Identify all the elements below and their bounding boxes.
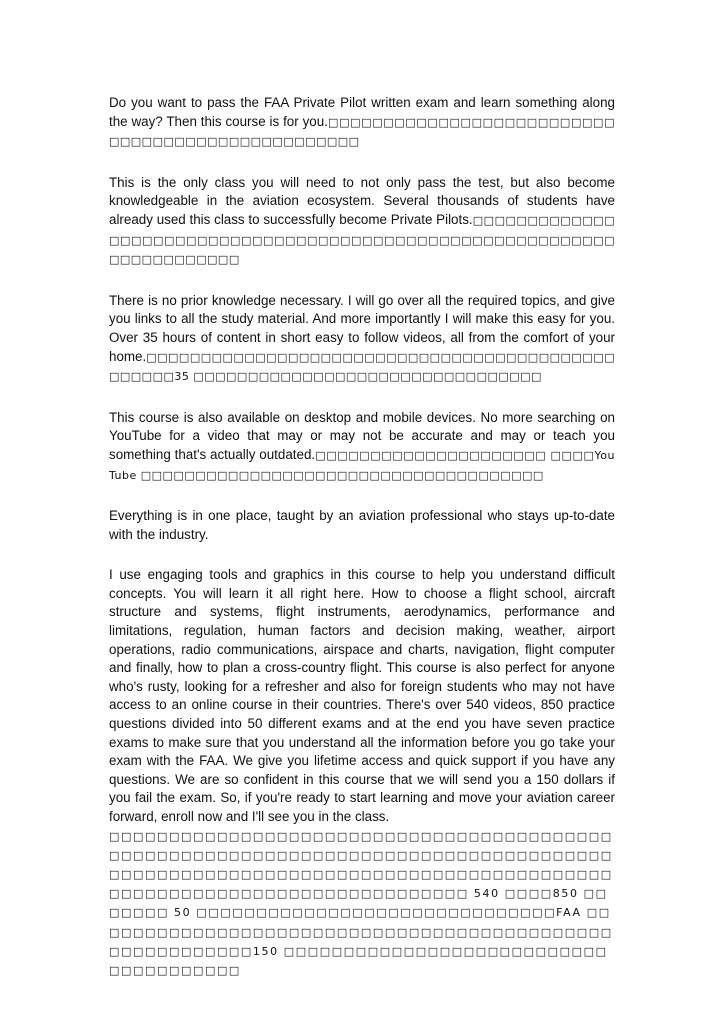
paragraph-text — [109, 507, 615, 544]
paragraph-4 — [109, 409, 615, 485]
paragraph-chinese: □□□□□□□□□□□□□□□□□□□□□□□□□□□□□□□□□□□□□□□□□□□□□□□□□□□□□□□□□□□□□□□□□□□□□□□□□□□□□□□□□□□□□□□□□□□□□□□□□□□□□□□□□□□□□□□□□□□□□□□□□□□□□□□□□□□□□□□□□□□□□□□□□□□□□□□□□□□□ 540 □□□□850 □□□□□□□ 50 □□□□□□□□□□□□□□□□□□□□□□□□□□□□□□FAA □□□□□□□□□□□□□□□□□□□□□□□□□□□□□□□□□□□□□□□□□□□□□□□□□□□□□□□□150 □□□□□□□□□□□□□□□□□□□□□□□□□□□□□□□□□□□□□□ — [109, 829, 613, 978]
paragraph-chinese: □□□□□□□□□□□□□□□□□□□□□ □□□□YouTube □□□□□□□□□□□□□□□□□□□□□□□□□□□□□□□□□□□□□ — [109, 448, 615, 482]
paragraph-english: This is the only class you will need to not only pass the test, but also become knowledgeable in the aviation ecosystem. Several thousands of students have already used this class to successfully become Private Pilots. — [109, 174, 615, 227]
paragraph-text — [109, 94, 615, 152]
paragraph-6-translation — [109, 827, 615, 981]
document-body — [109, 94, 615, 980]
paragraph-3 — [109, 292, 615, 387]
paragraph-chinese: □□□□□□□□□□□□□□□□□□□□□□□□□□□□□□□□□□□□□□□□□□□□□□□□□35 □□□□□□□□□□□□□□□□□□□□□□□□□□□□□□□□ — [109, 350, 615, 384]
paragraph-2 — [109, 174, 615, 270]
paragraph-text — [109, 292, 615, 387]
paragraph-english: I use engaging tools and graphics in this course to help you understand difficult concepts. You will learn it all right here. How to choose a flight school, aircraft structure and systems, flight instruments, aerodynamics, performance and limitations, regulation, human factors and decision making, weather, airport operations, radio communications, airspace and charts, navigation, flight computer and finally, how to plan a cross-country flight. This course is also perfect for anyone who's rusty, looking for a refresher and also for foreign students who may not have access to an online course in their countries. There's over 540 videos, 850 practice questions divided into 50 different exams and at the end you have seven practice exams to make sure that you understand all the information before you go take your exam with the FAA. We give you lifetime access and quick support if you have any questions. We are so confident in this course that we will send you a 150 dollars if you fail the exam. So, if you're ready to start learning and move your aviation career forward, enroll now and I'll see you in the class. — [109, 567, 615, 824]
paragraph-text — [109, 409, 615, 485]
paragraph-english: This course is also available on desktop and mobile devices. No more searching on YouTube for a video that may or may not be accurate and may or teach you something that's actually outdated. — [109, 409, 615, 462]
paragraph-english: There is no prior knowledge necessary. I will go over all the required topics, and give you links to all the study material. And more importantly I will make this easy for you. Over 35 hours of content in short easy to follow videos, all from the comfort of your home. — [109, 292, 615, 364]
paragraph-chinese: □□□□□□□□□□□□□□□□□□□□□□□□□□□□□□□□□□□□□□□□□□□□□□□□□ — [109, 115, 615, 149]
paragraph-text — [109, 174, 615, 270]
paragraph-english: Do you want to pass the FAA Private Pilot written exam and learn something along the way? Then this course is for you. — [109, 95, 615, 129]
paragraph-1 — [109, 94, 615, 152]
paragraph-chinese: □□□□□□□□□□□□□□□□□□□□□□□□□□□□□□□□□□□□□□□□□□□□□□□□□□□□□□□□□□□□□□□□□□□□□□□ — [109, 213, 615, 267]
paragraph-6 — [109, 566, 615, 826]
paragraph-5 — [109, 507, 615, 544]
paragraph-english: Everything is in one place, taught by an aviation professional who stays up-to-date with the industry. — [109, 508, 615, 542]
paragraph-text — [109, 566, 615, 826]
